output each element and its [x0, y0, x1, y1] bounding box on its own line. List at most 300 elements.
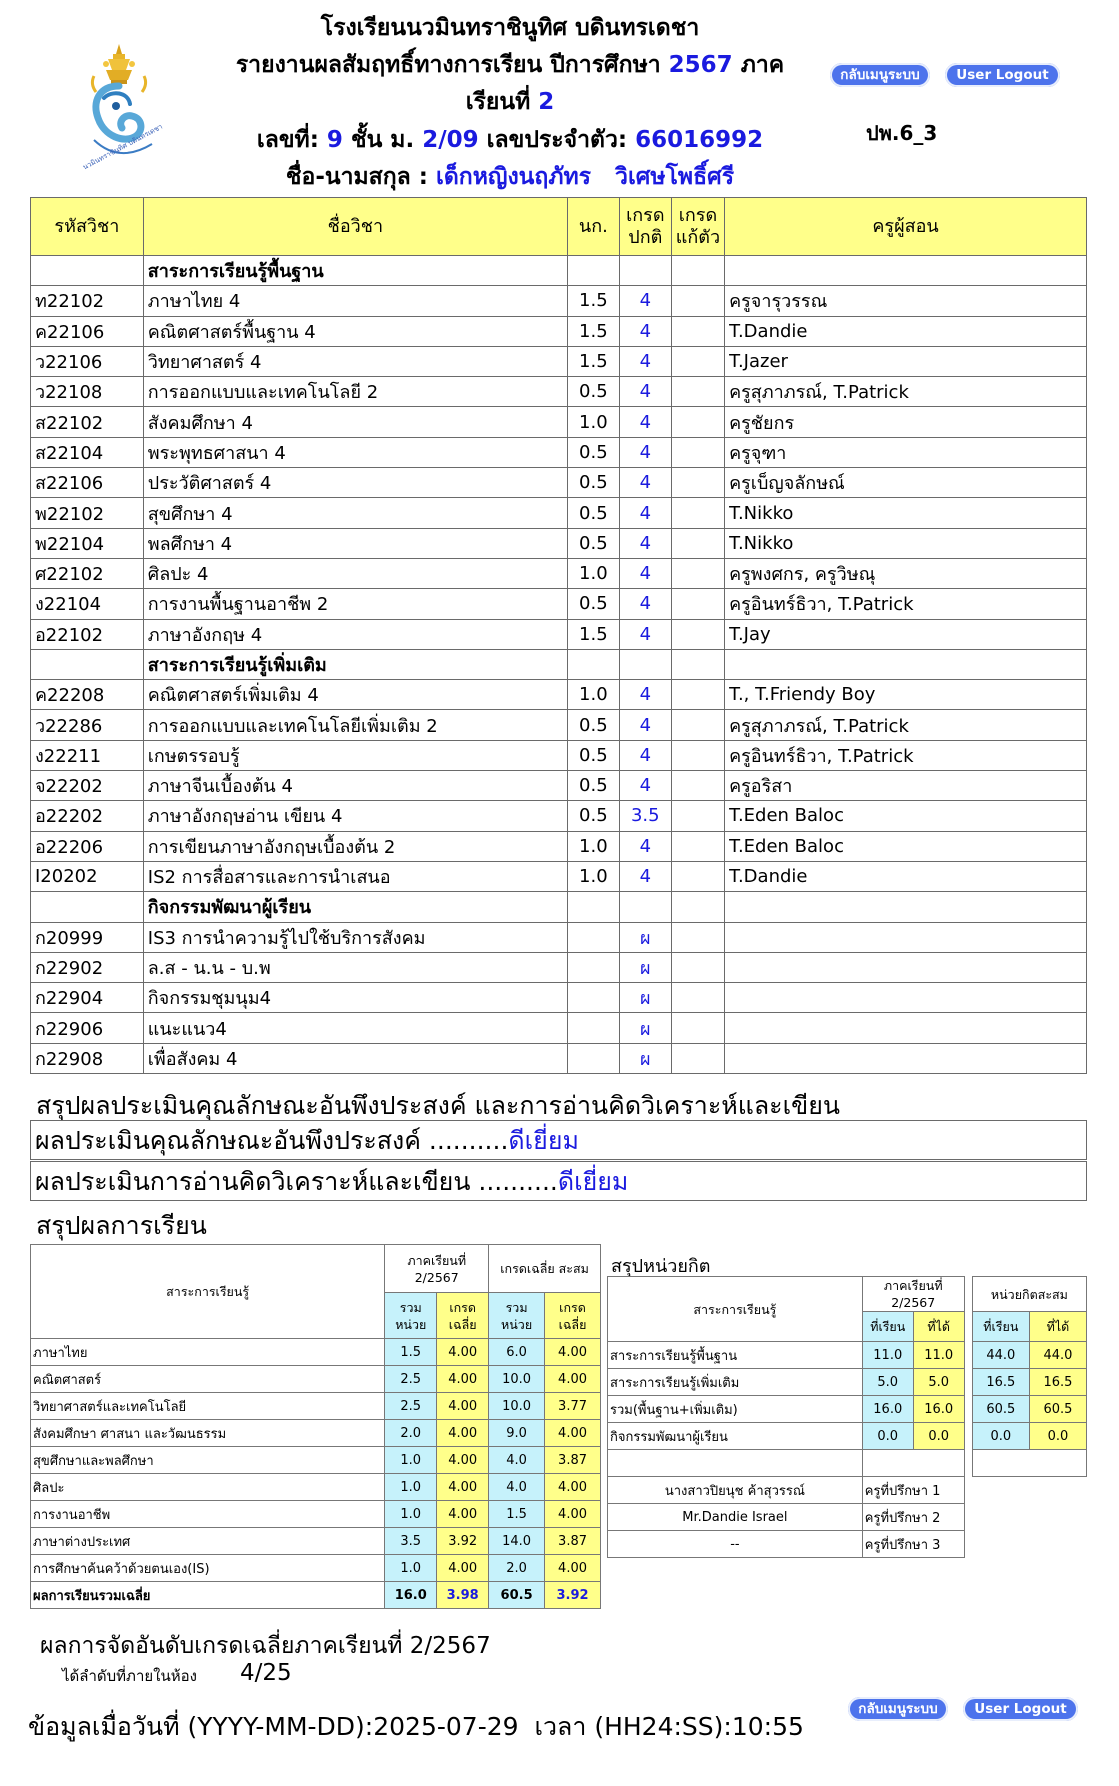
- subject-teacher: T.Eden Baloc: [725, 831, 1087, 861]
- empty-cell: [567, 892, 619, 922]
- results-t-avg: 4.00: [437, 1393, 489, 1420]
- logout-button-bottom[interactable]: User Logout: [963, 1697, 1078, 1721]
- subject-row: [31, 740, 1087, 770]
- credits-head-t-earned: ที่ได้: [913, 1312, 964, 1342]
- subject-code: ค22106: [31, 316, 144, 346]
- results-t-avg: 4.00: [437, 1366, 489, 1393]
- time-label: เวลา (HH24:SS):: [534, 1712, 732, 1741]
- results-subject: สุขศึกษาและพลศึกษา: [31, 1447, 385, 1474]
- subject-grade-fix: [671, 346, 724, 376]
- results-table: [30, 1244, 601, 1609]
- report-title: [180, 47, 840, 84]
- subject-code: ว22106: [31, 346, 144, 376]
- subject-grade: 4: [619, 377, 671, 407]
- subject-name: การเขียนภาษาอังกฤษเบื้องต้น 2: [143, 831, 567, 861]
- subject-grade: 4: [619, 680, 671, 710]
- trait-label: ผลประเมินคุณลักษณะอันพึงประสงค์ ..........: [35, 1126, 509, 1155]
- results-c-units: 2.0: [489, 1555, 545, 1582]
- results-t-units: 2.5: [385, 1366, 437, 1393]
- credits-head-term: ภาคเรียนที่ 2/2567: [862, 1277, 964, 1312]
- results-c-avg: 3.77: [545, 1393, 601, 1420]
- results-t-units: 1.0: [385, 1501, 437, 1528]
- results-subject: ผลการเรียนรวมเฉลี่ย: [31, 1582, 385, 1609]
- subject-grade: 4: [619, 619, 671, 649]
- results-t-avg: 4.00: [437, 1420, 489, 1447]
- back-to-menu-button-top[interactable]: กลับเมนูระบบ: [830, 63, 930, 87]
- student-id: 66016992: [635, 127, 764, 153]
- credits-t-earned: 5.0: [913, 1369, 964, 1396]
- subject-teacher: ครูอินทร์ธิวา, T.Patrick: [725, 589, 1087, 619]
- subject-grade: 4: [619, 407, 671, 437]
- credits-spacer-row: [608, 1450, 1087, 1477]
- subject-grade-fix: [671, 589, 724, 619]
- subject-teacher: [725, 952, 1087, 982]
- header-grade-normal: เกรด ปกติ: [619, 198, 671, 256]
- section-row: [31, 649, 1087, 679]
- subject-teacher: ครูชัยกร: [725, 407, 1087, 437]
- subject-row: [31, 528, 1087, 558]
- results-subject: ศิลปะ: [31, 1474, 385, 1501]
- subject-name: เกษตรรอบรู้: [143, 740, 567, 770]
- subject-row: [31, 952, 1087, 982]
- subject-grade-fix: [671, 801, 724, 831]
- empty-cell: [619, 256, 671, 286]
- credits-row: [608, 1423, 1087, 1450]
- subject-credit: 1.5: [567, 286, 619, 316]
- advisor-row: [608, 1477, 1087, 1504]
- subject-name: ภาษาจีนเบื้องต้น 4: [143, 771, 567, 801]
- credits-c-studied: 44.0: [972, 1342, 1029, 1369]
- subject-grade-fix: [671, 437, 724, 467]
- subject-row: [31, 680, 1087, 710]
- subject-code: ง22104: [31, 589, 144, 619]
- results-c-avg: 3.87: [545, 1447, 601, 1474]
- subject-credit: 0.5: [567, 710, 619, 740]
- subject-teacher: ครูจุฑา: [725, 437, 1087, 467]
- data-timestamp: [28, 1707, 804, 1747]
- subject-credit: [567, 922, 619, 952]
- subject-teacher: [725, 1013, 1087, 1043]
- subject-teacher: T.Dandie: [725, 316, 1087, 346]
- subject-code: ส22104: [31, 437, 144, 467]
- subject-name: ภาษาอังกฤษ 4: [143, 619, 567, 649]
- subject-name: คณิตศาสตร์พื้นฐาน 4: [143, 316, 567, 346]
- results-t-units: 2.0: [385, 1420, 437, 1447]
- subject-credit: 0.5: [567, 528, 619, 558]
- credits-c-studied: 60.5: [972, 1396, 1029, 1423]
- subject-teacher: ครูพงศกร, ครูวิษณุ: [725, 558, 1087, 588]
- subject-teacher: T.Nikko: [725, 528, 1087, 558]
- subject-grade: 4: [619, 346, 671, 376]
- results-c-units: 60.5: [489, 1582, 545, 1609]
- subject-name: IS3 การนำความรู้ไปใช้บริการสังคม: [143, 922, 567, 952]
- subject-row: [31, 1013, 1087, 1043]
- credits-t-studied: 5.0: [862, 1369, 913, 1396]
- credits-row: [608, 1369, 1087, 1396]
- subject-code: I20202: [31, 861, 144, 891]
- advisor-name: นางสาวปิยนุช ค้าสุวรรณ์: [608, 1477, 863, 1504]
- subject-grade-fix: [671, 983, 724, 1013]
- subject-code: ส22106: [31, 468, 144, 498]
- subject-row: [31, 498, 1087, 528]
- section-row: [31, 892, 1087, 922]
- gap-cell: [964, 1342, 972, 1369]
- subject-teacher: [725, 1043, 1087, 1073]
- subject-code: ก20999: [31, 922, 144, 952]
- student-no-label: เลขที่:: [256, 127, 319, 153]
- section-title: กิจกรรมพัฒนาผู้เรียน: [143, 892, 567, 922]
- header-subject: ชื่อวิชา: [143, 198, 567, 256]
- empty-cell: [567, 256, 619, 286]
- subject-credit: 1.0: [567, 407, 619, 437]
- results-subject: การศึกษาค้นคว้าด้วยตนเอง(IS): [31, 1555, 385, 1582]
- school-logo: [64, 40, 174, 172]
- subject-grade-fix: [671, 680, 724, 710]
- results-c-avg: 4.00: [545, 1339, 601, 1366]
- subject-row: [31, 861, 1087, 891]
- subject-grade-fix: [671, 407, 724, 437]
- subject-row: [31, 922, 1087, 952]
- subject-grade-fix: [671, 740, 724, 770]
- results-row: [31, 1474, 601, 1501]
- subject-grade-fix: [671, 528, 724, 558]
- ranking-title-prefix: ผลการจัดอันดับเกรดเฉลี่ยภาคเรียนที่: [40, 1633, 403, 1659]
- subject-code: ส22102: [31, 407, 144, 437]
- term-number: 2: [538, 89, 555, 115]
- credits-subject: สาระการเรียนรู้เพิ่มเติม: [608, 1369, 863, 1396]
- advisor-role: ครูที่ปรึกษา 1: [862, 1477, 964, 1504]
- subject-grade-fix: [671, 498, 724, 528]
- results-row: [31, 1420, 601, 1447]
- subject-grade: ผ: [619, 1013, 671, 1043]
- empty-cell: [608, 1450, 863, 1477]
- subject-grade-fix: [671, 1043, 724, 1073]
- results-c-avg: 3.92: [545, 1582, 601, 1609]
- subject-grade-fix: [671, 619, 724, 649]
- empty-cell: [725, 256, 1087, 286]
- results-c-avg: 4.00: [545, 1366, 601, 1393]
- results-head-cum: เกรดเฉลี่ย สะสม: [489, 1245, 601, 1293]
- class-label: ชั้น ม.: [350, 127, 415, 153]
- results-t-units: 1.5: [385, 1339, 437, 1366]
- subject-row: [31, 831, 1087, 861]
- subject-row: [31, 1043, 1087, 1073]
- results-t-avg: 3.98: [437, 1582, 489, 1609]
- credits-c-studied: 0.0: [972, 1423, 1029, 1450]
- ranking-label: ได้ลำดับที่ภายในห้อง: [62, 1667, 197, 1685]
- logout-button-top[interactable]: User Logout: [945, 63, 1060, 87]
- subject-grade-fix: [671, 922, 724, 952]
- subject-name: เพื่อสังคม 4: [143, 1043, 567, 1073]
- trait-evaluation: [30, 1120, 1087, 1160]
- subject-grade-fix: [671, 831, 724, 861]
- subject-teacher: ครูจารุวรรณ: [725, 286, 1087, 316]
- subject-teacher: ครูเบ็ญจลักษณ์: [725, 468, 1087, 498]
- results-row: [31, 1366, 601, 1393]
- credits-subject: สาระการเรียนรู้พื้นฐาน: [608, 1342, 863, 1369]
- subject-row: [31, 407, 1087, 437]
- subject-teacher: [725, 922, 1087, 952]
- subject-code: ค22208: [31, 680, 144, 710]
- empty-cell: [31, 892, 144, 922]
- subject-grade-fix: [671, 710, 724, 740]
- results-row: [31, 1555, 601, 1582]
- subject-code: ก22908: [31, 1043, 144, 1073]
- empty-cell: [725, 649, 1087, 679]
- gap-cell: [964, 1396, 972, 1423]
- credits-t-studied: 16.0: [862, 1396, 913, 1423]
- credits-head-c-studied: ที่เรียน: [972, 1312, 1029, 1342]
- back-to-menu-button-bottom[interactable]: กลับเมนูระบบ: [848, 1697, 948, 1721]
- subject-code: จ22202: [31, 771, 144, 801]
- subject-row: [31, 589, 1087, 619]
- subject-credit: [567, 983, 619, 1013]
- credits-subject: รวม(พื้นฐาน+เพิ่มเติม): [608, 1396, 863, 1423]
- time-value: 10:55: [731, 1712, 804, 1741]
- subject-grade: 4: [619, 740, 671, 770]
- student-id-label: เลขประจำตัว:: [486, 127, 628, 153]
- subject-row: [31, 377, 1087, 407]
- results-subject: คณิตศาสตร์: [31, 1366, 385, 1393]
- subject-credit: 1.5: [567, 346, 619, 376]
- credits-c-studied: 16.5: [972, 1369, 1029, 1396]
- subject-grade-fix: [671, 468, 724, 498]
- school-name: โรงเรียนนวมินทราชินูทิศ บดินทรเดชา: [320, 15, 700, 41]
- results-t-avg: 4.00: [437, 1447, 489, 1474]
- subject-row: [31, 619, 1087, 649]
- subject-code: ว22286: [31, 710, 144, 740]
- subject-grade: ผ: [619, 1043, 671, 1073]
- subject-code: ว22108: [31, 377, 144, 407]
- date-label: ข้อมูลเมื่อวันที่ (YYYY-MM-DD):: [28, 1712, 374, 1741]
- credits-row: [608, 1342, 1087, 1369]
- subject-code: อ22102: [31, 619, 144, 649]
- subject-name: สุขศึกษา 4: [143, 498, 567, 528]
- credits-head-subject: สาระการเรียนรู้: [608, 1277, 863, 1342]
- subject-teacher: ครูสุภาภรณ์, T.Patrick: [725, 710, 1087, 740]
- student-name: เด็กหญิงนฤภัทร วิเศษโพธิ์ศรี: [435, 164, 735, 190]
- empty-cell: [972, 1450, 1086, 1477]
- subject-teacher: T.Dandie: [725, 861, 1087, 891]
- credits-t-studied: 11.0: [862, 1342, 913, 1369]
- credits-c-earned: 16.5: [1029, 1369, 1086, 1396]
- results-total-row: [31, 1582, 601, 1609]
- subject-grade: 4: [619, 589, 671, 619]
- empty-cell: [31, 649, 144, 679]
- subject-teacher: ครูสุภาภรณ์, T.Patrick: [725, 377, 1087, 407]
- results-c-units: 6.0: [489, 1339, 545, 1366]
- results-head-c-avg: เกรด เฉลี่ย: [545, 1293, 601, 1339]
- subject-name: ศิลปะ 4: [143, 558, 567, 588]
- empty-cell: [619, 649, 671, 679]
- student-info-line: [180, 122, 840, 159]
- reading-value: ดีเยี่ยม: [557, 1167, 629, 1196]
- empty-cell: [31, 256, 144, 286]
- subject-grade-fix: [671, 316, 724, 346]
- credits-c-earned: 0.0: [1029, 1423, 1086, 1450]
- results-t-avg: 4.00: [437, 1555, 489, 1582]
- results-head-subject: สาระการเรียนรู้: [31, 1245, 385, 1339]
- subject-name: การงานพื้นฐานอาชีพ 2: [143, 589, 567, 619]
- subject-teacher: ครูอริสา: [725, 771, 1087, 801]
- subject-credit: 0.5: [567, 498, 619, 528]
- results-subject: ภาษาต่างประเทศ: [31, 1528, 385, 1555]
- subject-name: การออกแบบและเทคโนโลยี 2: [143, 377, 567, 407]
- empty-cell: [964, 1504, 1086, 1531]
- subject-name: ภาษาไทย 4: [143, 286, 567, 316]
- subject-name: ภาษาอังกฤษอ่าน เขียน 4: [143, 801, 567, 831]
- results-body: [31, 1339, 601, 1609]
- grades-table: [30, 197, 1087, 1074]
- subject-name: กิจกรรมชุมนุม4: [143, 983, 567, 1013]
- subject-credit: 0.5: [567, 437, 619, 467]
- subject-name: วิทยาศาสตร์ 4: [143, 346, 567, 376]
- subject-credit: 1.0: [567, 861, 619, 891]
- credits-head-cum: หน่วยกิตสะสม: [972, 1277, 1086, 1312]
- subject-teacher: T.Nikko: [725, 498, 1087, 528]
- credits-c-earned: 44.0: [1029, 1342, 1086, 1369]
- subject-code: พ22102: [31, 498, 144, 528]
- credits-t-earned: 16.0: [913, 1396, 964, 1423]
- advisor-name: Mr.Dandie Israel: [608, 1504, 863, 1531]
- advisor-name: --: [608, 1531, 863, 1558]
- subject-row: [31, 346, 1087, 376]
- header-teacher: ครูผู้สอน: [725, 198, 1087, 256]
- credits-c-earned: 60.5: [1029, 1396, 1086, 1423]
- subject-code: พ22104: [31, 528, 144, 558]
- results-c-units: 9.0: [489, 1420, 545, 1447]
- results-subject: สังคมศึกษา ศาสนา และวัฒนธรรม: [31, 1420, 385, 1447]
- results-subject: ภาษาไทย: [31, 1339, 385, 1366]
- subject-credit: 1.5: [567, 316, 619, 346]
- subject-credit: 1.5: [567, 619, 619, 649]
- empty-cell: [671, 649, 724, 679]
- term-label-2: เรียนที่: [465, 89, 531, 115]
- subject-name: ล.ส - น.น - บ.พ: [143, 952, 567, 982]
- subject-credit: [567, 1043, 619, 1073]
- empty-cell: [567, 649, 619, 679]
- section-title: สาระการเรียนรู้เพิ่มเติม: [143, 649, 567, 679]
- credits-table: [607, 1276, 1087, 1558]
- subject-grade: 4: [619, 558, 671, 588]
- credits-t-earned: 0.0: [913, 1423, 964, 1450]
- subject-credit: 1.0: [567, 831, 619, 861]
- results-c-units: 4.0: [489, 1474, 545, 1501]
- results-t-avg: 3.92: [437, 1528, 489, 1555]
- results-t-avg: 4.00: [437, 1501, 489, 1528]
- student-name-label: ชื่อ-นามสกุล :: [285, 164, 428, 190]
- subject-code: ท22102: [31, 286, 144, 316]
- subject-credit: [567, 1013, 619, 1043]
- subject-code: ศ22102: [31, 558, 144, 588]
- subject-teacher: [725, 983, 1087, 1013]
- subject-credit: 0.5: [567, 771, 619, 801]
- results-row: [31, 1501, 601, 1528]
- subject-code: อ22202: [31, 801, 144, 831]
- subject-grade: 4: [619, 498, 671, 528]
- section-title: สาระการเรียนรู้พื้นฐาน: [143, 256, 567, 286]
- empty-cell: [619, 892, 671, 922]
- subject-teacher: T.Jazer: [725, 346, 1087, 376]
- evaluation-title: สรุปผลประเมินคุณลักษณะอันพึงประสงค์ และการอ่านคิดวิเคราะห์และเขียน: [36, 1091, 840, 1120]
- subject-name: สังคมศึกษา 4: [143, 407, 567, 437]
- results-row: [31, 1528, 601, 1555]
- subject-credit: 1.0: [567, 680, 619, 710]
- reading-evaluation: [30, 1161, 1087, 1201]
- results-t-units: 1.0: [385, 1474, 437, 1501]
- ranking-term: 2/2567: [409, 1633, 491, 1659]
- ranking-title: [40, 1628, 491, 1664]
- subject-row: [31, 468, 1087, 498]
- term-line: [180, 84, 840, 121]
- results-row: [31, 1339, 601, 1366]
- results-subject: การงานอาชีพ: [31, 1501, 385, 1528]
- header-grade-fix: เกรด แก้ตัว: [671, 198, 724, 256]
- credits-row: [608, 1396, 1087, 1423]
- header-credit: นก.: [567, 198, 619, 256]
- subject-teacher: ครูอินทร์ธิวา, T.Patrick: [725, 740, 1087, 770]
- advisor-role: ครูที่ปรึกษา 3: [862, 1531, 964, 1558]
- results-t-units: 1.0: [385, 1555, 437, 1582]
- results-c-avg: 4.00: [545, 1555, 601, 1582]
- results-c-avg: 4.00: [545, 1474, 601, 1501]
- subject-grade-fix: [671, 377, 724, 407]
- subject-grade-fix: [671, 861, 724, 891]
- subject-grade: 4: [619, 437, 671, 467]
- results-c-avg: 4.00: [545, 1501, 601, 1528]
- term-label: ภาค: [740, 52, 785, 78]
- results-head-t-avg: เกรด เฉลี่ย: [437, 1293, 489, 1339]
- advisor-row: [608, 1531, 1087, 1558]
- subject-name: พลศึกษา 4: [143, 528, 567, 558]
- subject-code: ก22904: [31, 983, 144, 1013]
- empty-cell: [671, 892, 724, 922]
- subject-credit: 1.0: [567, 558, 619, 588]
- subject-code: ง22211: [31, 740, 144, 770]
- subject-grade-fix: [671, 558, 724, 588]
- subject-teacher: T.Jay: [725, 619, 1087, 649]
- results-c-units: 1.5: [489, 1501, 545, 1528]
- subject-grade: 4: [619, 468, 671, 498]
- subject-teacher: T., T.Friendy Boy: [725, 680, 1087, 710]
- subject-row: [31, 286, 1087, 316]
- academic-year: 2567: [668, 52, 733, 78]
- subject-grade: 4: [619, 831, 671, 861]
- subject-name: ประวัติศาสตร์ 4: [143, 468, 567, 498]
- student-name-line: [180, 159, 840, 196]
- subject-row: [31, 710, 1087, 740]
- subject-credit: 0.5: [567, 377, 619, 407]
- credits-t-studied: 0.0: [862, 1423, 913, 1450]
- results-title: สรุปผลการเรียน: [36, 1211, 207, 1240]
- subject-name: การออกแบบและเทคโนโลยีเพิ่มเติม 2: [143, 710, 567, 740]
- results-t-avg: 4.00: [437, 1474, 489, 1501]
- empty-cell: [671, 256, 724, 286]
- subject-name: แนะแนว4: [143, 1013, 567, 1043]
- results-head-t-units: รวม หน่วย: [385, 1293, 437, 1339]
- subject-credit: 0.5: [567, 468, 619, 498]
- advisor-row: [608, 1504, 1087, 1531]
- subject-name: คณิตศาสตร์เพิ่มเติม 4: [143, 680, 567, 710]
- subject-grade: 4: [619, 316, 671, 346]
- subject-row: [31, 801, 1087, 831]
- credits-t-earned: 11.0: [913, 1342, 964, 1369]
- subject-code: อ22206: [31, 831, 144, 861]
- credits-title: สรุปหน่วยกิต: [611, 1256, 711, 1277]
- empty-cell: [725, 892, 1087, 922]
- subject-grade: ผ: [619, 922, 671, 952]
- trait-value: ดีเยี่ยม: [508, 1126, 579, 1155]
